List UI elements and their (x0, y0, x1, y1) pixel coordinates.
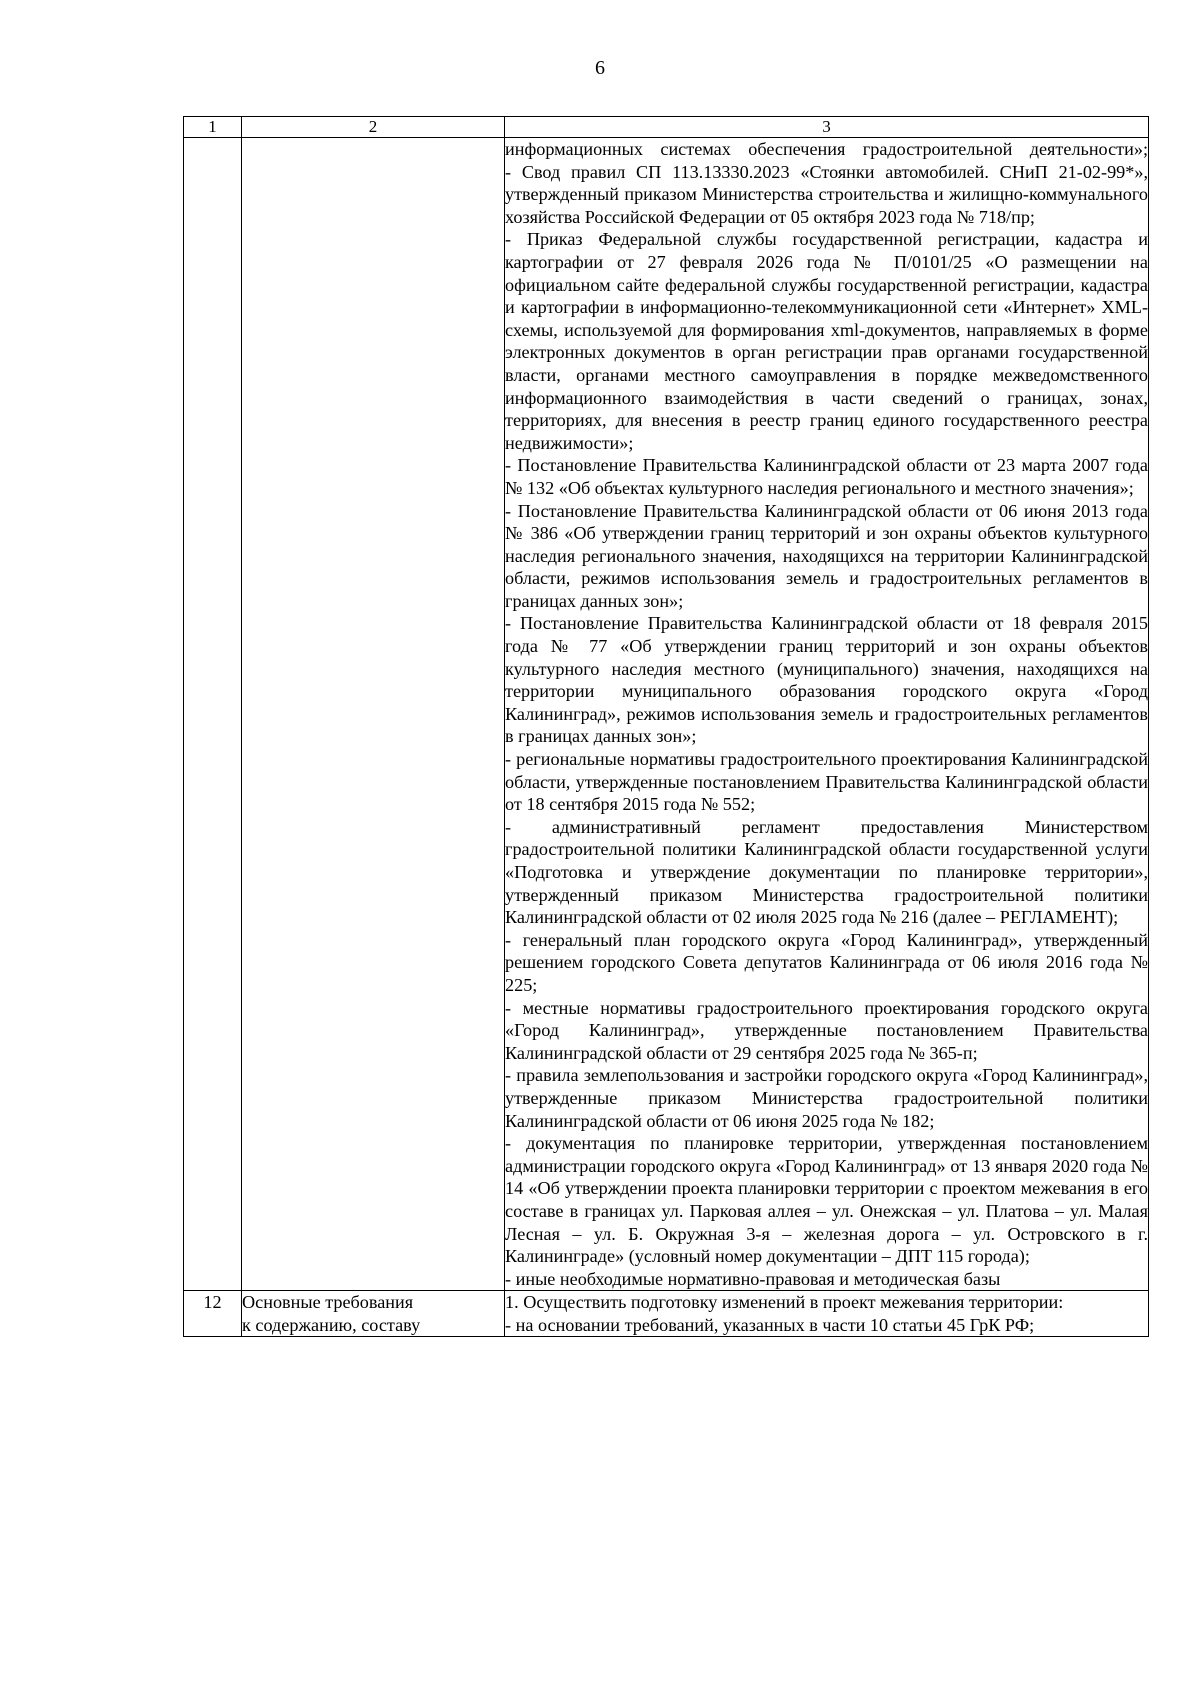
paragraph-planning-docs: - документация по планировке территории, утвержденная постановлением администрации городского округа «Город Калининград» от 13 января 2020 года № 14 «Об утверждении проекта планировки территории с проектом межевания в его составе в границах ул. Парковая аллея – ул. Онежская – ул. Платова – ул. Малая Лесная – ул. Б. Окружная 3-я – железная дорога – ул. Островского в г. Калининграде» (условный номер документации – ДПТ 115 города); (505, 1133, 1148, 1267)
header-col-1: 1 (184, 117, 242, 138)
paragraph-regional-norms: - региональные нормативы градостроительного проектирования Калининградской области, утвержденные постановлением Правительства Калининградской области от 18 сентября 2015 года № 552; (505, 749, 1148, 815)
row-12-title (242, 1291, 505, 1337)
paragraph-resolution-132: - Постановление Правительства Калининградской области от 23 марта 2007 года № 132 «Об объектах культурного наследия регионального и местного значения»; (505, 455, 1148, 498)
row-12-content-line-2: - на основании требований, указанных в части 10 статьи 45 ГрК РФ; (505, 1314, 1035, 1335)
paragraph-rosreestr-order: - Приказ Федеральной службы государственной регистрации, кадастра и картографии от 27 февраля 2026 года № П/0101/25 «О размещении на официальном сайте федеральной службы государственной регистрации, кадастра и картографии в информационно-телекоммуникационной сети «Интернет» XML-схемы, используемой для формирования xml-документов, направляемых в форме электронных документов в орган регистрации прав органами государственной власти, органами местного самоуправления в порядке межведомственного информационного взаимодействия в части сведений о границах, зонах, территориях, для внесения в реестр границ единого государственного реестра недвижимости»; (505, 229, 1148, 453)
requirements-table (183, 116, 1149, 1337)
paragraph-resolution-77: - Постановление Правительства Калининградской области от 18 февраля 2015 года № 77 «Об утверждении границ территорий и зон охраны объектов культурного наследия местного (муниципального) значения, находящихся на территории муниципального образования городского округа «Город Калининград», режимов использования земель и градостроительных регламентов в границах данных зон»; (505, 613, 1148, 747)
row-content-cell (505, 138, 1149, 1291)
paragraph-zoning-rules: - правила землепользования и застройки городского округа «Город Калининград», утвержденные приказом Министерства градостроительной политики Калининградской области от 06 июня 2025 года № 182; (505, 1065, 1148, 1131)
paragraph-local-norms: - местные нормативы градостроительного проектирования городского округа «Город Калининград», утвержденные постановлением Правительства Калининградской области от 29 сентября 2025 года № 365-п; (505, 997, 1148, 1063)
table-header-row (184, 117, 1149, 138)
paragraph-general-plan: - генеральный план городского округа «Город Калининград», утвержденный решением городского Совета депутатов Калининграда от 06 июля 2016 года № 225; (505, 929, 1148, 995)
row-12-title-line-2: к содержанию, составу (242, 1314, 421, 1335)
page-number: 6 (595, 57, 605, 79)
paragraph-admin-regulation: - административный регламент предоставления Министерством градостроительной политики Калининградской области государственной услуги «Подготовка и утверждение документации по планировке территории», утвержденный приказом Министерства градостроительной политики Калининградской области от 02 июля 2025 года № 216 (далее – РЕГЛАМЕНТ); (505, 816, 1148, 928)
row-12-number: 12 (184, 1291, 242, 1337)
row-title-cell (242, 138, 505, 1291)
table-row-12 (184, 1291, 1149, 1337)
paragraph-gis-systems: информационных системах обеспечения градостроительной деятельности»; (505, 139, 1148, 159)
row-12-content-line-1: 1. Осуществить подготовку изменений в проект межевания территории: (505, 1292, 1064, 1313)
row-number-cell (184, 138, 242, 1291)
header-col-2: 2 (242, 117, 505, 138)
table-row-continuation (184, 138, 1149, 1291)
paragraph-sp-parking: - Свод правил СП 113.13330.2023 «Стоянки автомобилей. СНиП 21-02-99*», утвержденный приказом Министерства строительства и жилищно-коммунального хозяйства Российской Федерации от 05 октября 2023 года № 718/пр; (505, 161, 1148, 227)
paragraph-resolution-386: - Постановление Правительства Калининградской области от 06 июня 2013 года № 386 «Об утверждении границ территорий и зон охраны объектов культурного наследия регионального значения, находящихся на территории Калининградской области, режимов использования земель и градостроительных регламентов в границах данных зон»; (505, 500, 1148, 611)
row-12-content (505, 1291, 1149, 1337)
row-12-title-line-1: Основные требования (242, 1292, 414, 1313)
header-col-3: 3 (505, 117, 1149, 138)
paragraph-other-bases: - иные необходимые нормативно-правовая и методическая базы (505, 1268, 1001, 1289)
